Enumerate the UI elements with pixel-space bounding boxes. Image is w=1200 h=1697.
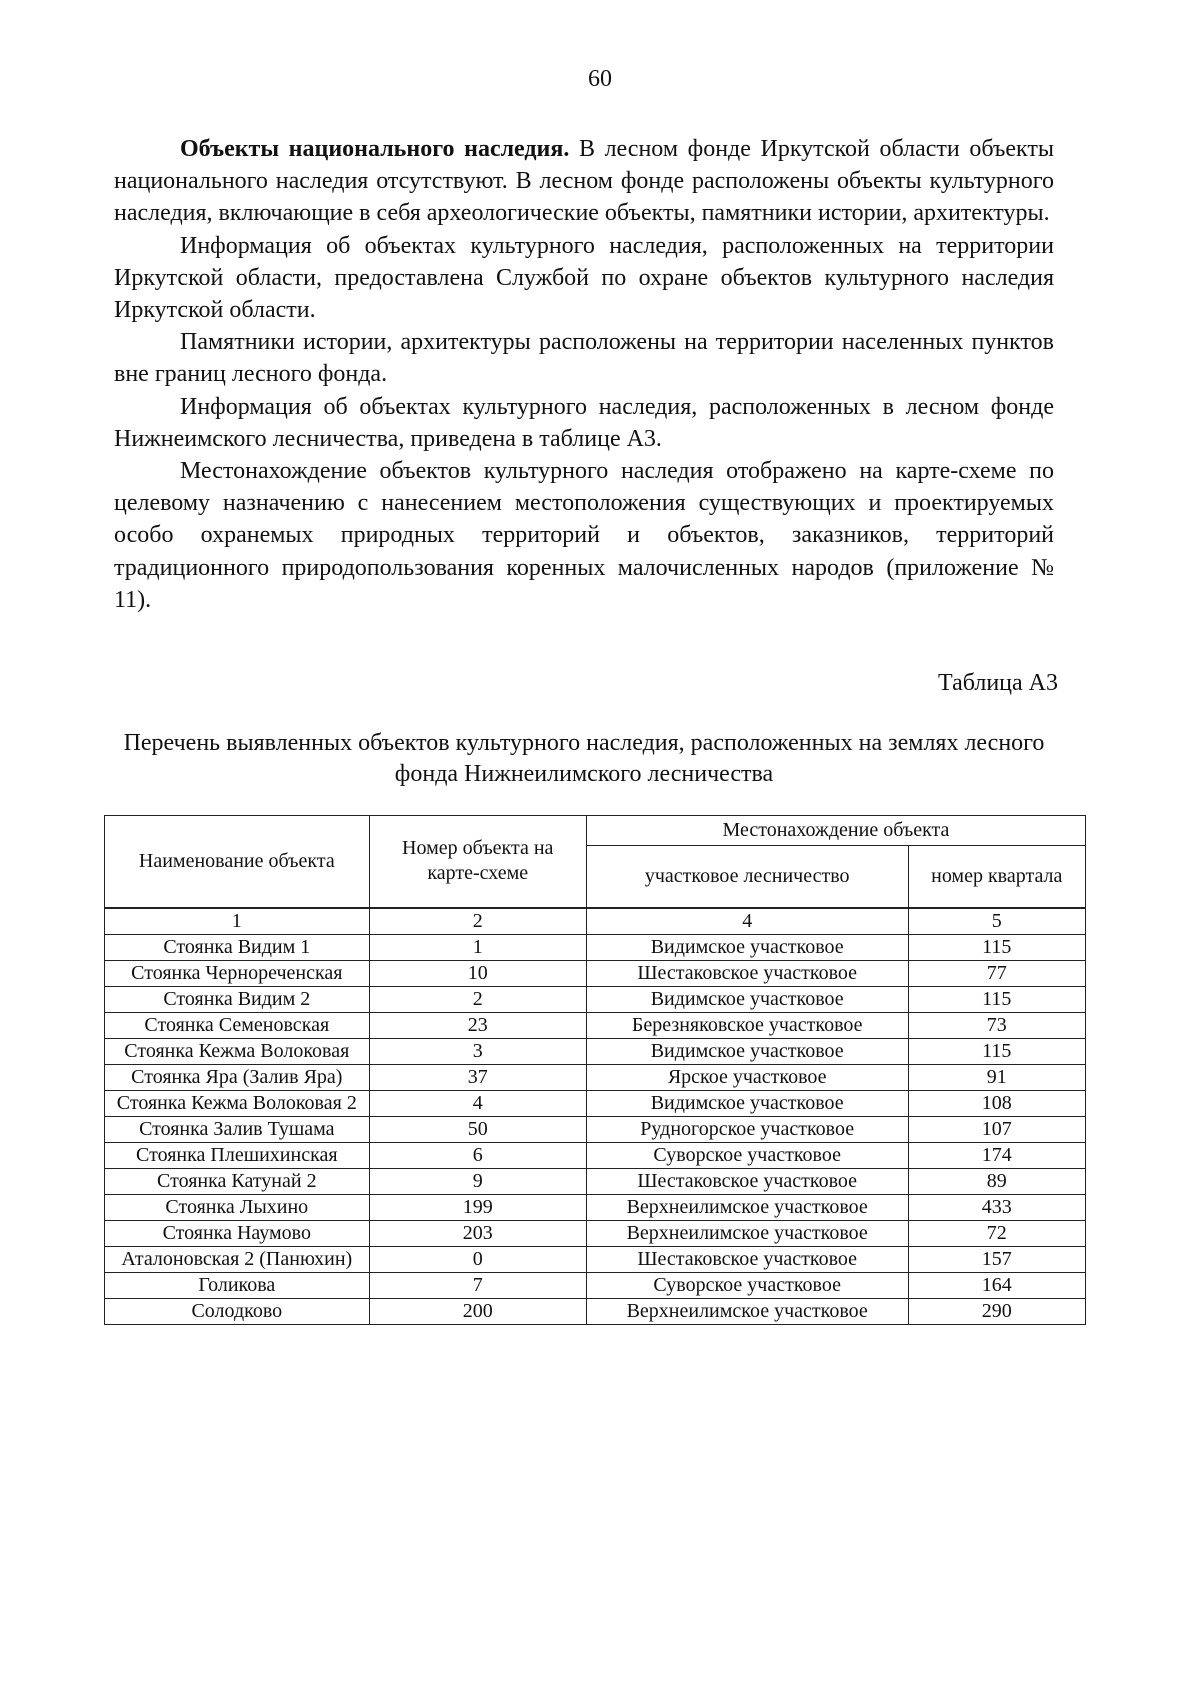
cell-map-number: 7 [369,1272,586,1298]
cell-quarter: 290 [908,1298,1086,1324]
cell-object-name: Голикова [105,1272,370,1298]
cell-object-name: Стоянка Катунай 2 [105,1168,370,1194]
cell-quarter: 77 [908,960,1086,986]
column-number: 5 [908,908,1086,935]
cell-quarter: 115 [908,934,1086,960]
body-text [114,133,1054,616]
cell-forestry: Шестаковское участковое [586,1168,908,1194]
table-row [105,1220,1086,1246]
cell-object-name: Стоянка Залив Тушама [105,1116,370,1142]
cell-map-number: 199 [369,1194,586,1220]
cell-quarter: 433 [908,1194,1086,1220]
cell-quarter: 164 [908,1272,1086,1298]
column-number-row [105,908,1086,935]
cell-quarter: 115 [908,986,1086,1012]
cell-quarter: 89 [908,1168,1086,1194]
cell-object-name: Стоянка Кежма Волоковая [105,1038,370,1064]
table-row [105,934,1086,960]
paragraph-monuments: Памятники истории, архитектуры расположены на территории населенных пунктов вне границ лесного фонда. [114,329,1054,388]
page-number: 60 [588,66,612,92]
table-title: Перечень выявленных объектов культурного наследия, расположенных на землях лесного фонда Нижнеилимского лесничества [123,730,1045,787]
cell-quarter: 91 [908,1064,1086,1090]
cell-forestry: Видимское участковое [586,986,908,1012]
table-row [105,986,1086,1012]
cell-quarter: 157 [908,1246,1086,1272]
header-location: Местонахождение объекта [586,816,1085,846]
paragraph-info-source: Информация об объектах культурного наследия, расположенных на территории Иркутской области, предоставлена Службой по охране объектов культурного наследия Иркутской области. [114,232,1054,324]
cell-quarter: 72 [908,1220,1086,1246]
cell-forestry: Суворское участковое [586,1272,908,1298]
cell-map-number: 4 [369,1090,586,1116]
cell-object-name: Стоянка Видим 1 [105,934,370,960]
cell-forestry: Шестаковское участковое [586,960,908,986]
paragraph-map-reference: Местонахождение объектов культурного наследия отображено на карте-схеме по целевому назначению с нанесением местоположения существующих и проектируемых особо охранемых природных территорий и объектов, заказников, территорий традиционного природопользования коренных малочисленных народов (приложение № 11). [114,458,1054,613]
cell-forestry: Березняковское участковое [586,1012,908,1038]
cell-map-number: 37 [369,1064,586,1090]
cell-forestry: Верхнеилимское участковое [586,1298,908,1324]
cell-object-name: Стоянка Плешихинская [105,1142,370,1168]
cell-object-name: Стоянка Лыхино [105,1194,370,1220]
cell-forestry: Видимское участковое [586,1038,908,1064]
header-quarter: номер квартала [908,846,1086,908]
cell-forestry: Рудногорское участковое [586,1116,908,1142]
cell-object-name: Аталоновская 2 (Панюхин) [105,1246,370,1272]
table-row [105,1194,1086,1220]
cell-object-name: Солодково [105,1298,370,1324]
cell-quarter: 107 [908,1116,1086,1142]
cell-map-number: 50 [369,1116,586,1142]
cell-forestry: Видимское участковое [586,1090,908,1116]
column-number: 2 [369,908,586,935]
table-row [105,960,1086,986]
cell-object-name: Стоянка Наумово [105,1220,370,1246]
cell-map-number: 6 [369,1142,586,1168]
table-row [105,1142,1086,1168]
cell-forestry: Суворское участковое [586,1142,908,1168]
table-row [105,1064,1086,1090]
table-row [105,1246,1086,1272]
header-forestry: участковое лесничество [586,846,908,908]
paragraph-national-heritage [114,133,1054,230]
cell-forestry: Верхнеилимское участковое [586,1194,908,1220]
table-row [105,1012,1086,1038]
cell-forestry: Шестаковское участковое [586,1246,908,1272]
cell-forestry: Ярское участковое [586,1064,908,1090]
table-row [105,1038,1086,1064]
cell-object-name: Стоянка Видим 2 [105,986,370,1012]
table-row [105,1168,1086,1194]
table-row [105,1116,1086,1142]
column-number: 4 [586,908,908,935]
cell-quarter: 108 [908,1090,1086,1116]
cell-quarter: 115 [908,1038,1086,1064]
column-number: 1 [105,908,370,935]
cell-map-number: 1 [369,934,586,960]
paragraph-lead-heading: Объекты национального наследия. [180,136,570,162]
cell-map-number: 10 [369,960,586,986]
cell-object-name: Стоянка Кежма Волоковая 2 [105,1090,370,1116]
cell-map-number: 3 [369,1038,586,1064]
cell-quarter: 73 [908,1012,1086,1038]
table-body [105,934,1086,1324]
heritage-table [104,815,1086,1325]
cell-map-number: 9 [369,1168,586,1194]
header-object-name: Наименование объекта [105,816,370,908]
paragraph-text: В лесном фонде Иркутской области объекты национального наследия отсутствуют. В лесном фонде расположены объекты культурного наследия, включающие в себя археологические объекты, памятники истории, архитектуры. [114,136,1054,227]
table-caption: Таблица А3 [938,670,1058,696]
cell-map-number: 23 [369,1012,586,1038]
table-row [105,1090,1086,1116]
cell-map-number: 0 [369,1246,586,1272]
table-row [105,1272,1086,1298]
paragraph-table-reference: Информация об объектах культурного наследия, расположенных в лесном фонде Нижнеимского лесничества, приведена в таблице А3. [114,393,1054,452]
header-map-number: Номер объекта на карте-схеме [369,816,586,908]
cell-quarter: 174 [908,1142,1086,1168]
cell-object-name: Стоянка Чернореченская [105,960,370,986]
cell-map-number: 2 [369,986,586,1012]
cell-object-name: Стоянка Семеновская [105,1012,370,1038]
cell-forestry: Видимское участковое [586,934,908,960]
cell-map-number: 200 [369,1298,586,1324]
table-row [105,1298,1086,1324]
cell-forestry: Верхнеилимское участковое [586,1220,908,1246]
cell-object-name: Стоянка Яра (Залив Яра) [105,1064,370,1090]
cell-map-number: 203 [369,1220,586,1246]
